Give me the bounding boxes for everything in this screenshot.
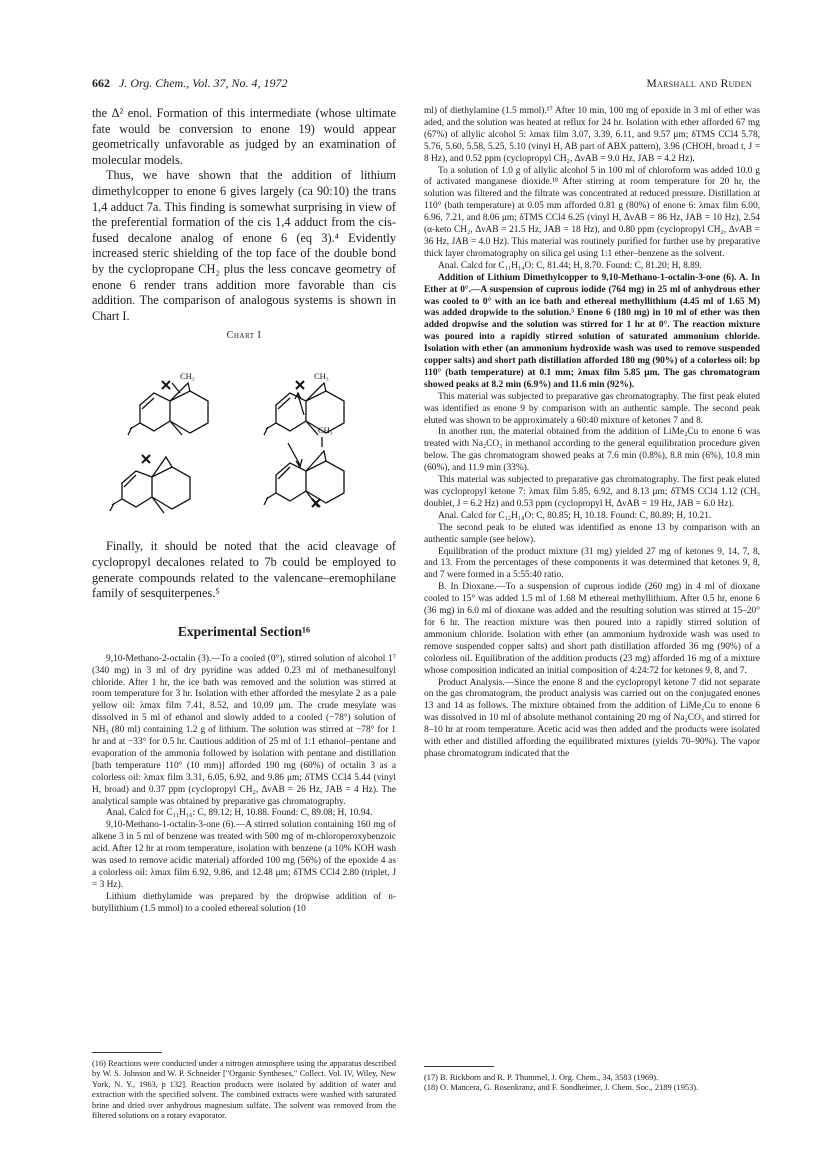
paragraph: B. In Dioxane.—To a suspension of cuprous iodide (260 mg) in 4 ml of dioxane cooled to 15° was added 1.5 ml of 1.68 M ethereal methyllithium. After 0.5 hr, enone 6 (36 mg) in 6.0 ml of dioxane was added and the resulting solution was stirred at 15–20° for 6 hr. The reaction mixture was then poured into a rapidly stirred solution of ammonium chloride. Isolation with ether (an ammonium hydroxide wash was used to remove suspended copper salts) and short path distillation afforded 36 mg (90%) of a colorless oil. Equilibration of the addition products (23 mg) afforded 16 mg of a mixture whose composition indicated an initial composition of 4:24:72 for ketones 9, 8, and 7.	[424, 582, 760, 676]
paragraph: Product Analysis.—Since the enone 8 and the cyclopropyl ketone 7 did not separate on the gas chromatogram, the product analysis was carried out on the conjugated enones 13 and 14 as follows. The mixture obtained from the addition of LiMe₂Cu to enone 6 was dissolved in 10 ml of absolute methanol containing 20 mg of Na₂CO₃ and stirred for 8–10 hr at room temperature. Acetic acid was then added and the products were isolated with ether and distilled affording the equilibrated mixtures (yields 70–90%). The vapor phase chromatogram indicated that the	[424, 677, 760, 759]
page-number: 662	[92, 76, 110, 90]
ch3-label: CH₃	[314, 371, 329, 382]
header-left	[92, 76, 294, 91]
footnote-rule	[92, 1052, 162, 1053]
molecule-bottom-left	[110, 455, 190, 513]
paragraph: Finally, it should be noted that the acid cleavage of cyclopropyl decalones related to 7b could be employed to generate compounds related to the valencane–eremophilane family of sesquiterpenes.⁵	[92, 539, 396, 601]
paragraph: Lithium diethylamide was prepared by the dropwise addition of n-butyllithium (1.5 mmol) to a cooled ethereal solution (10	[92, 891, 396, 914]
footnote: (16) Reactions were conducted under a nitrogen atmosphere using the apparatus described by W. S. Johnson and W. P. Schneider ["Organic Syntheses," Collect. Vol. IV, Wiley, New York, N. Y., 1963, p 132]. Reaction products were isolated by addition of water and extraction with the specified solvent. The combined extracts were washed with saturated brine and dried over anhydrous magnesium sulfate. The solvent was removed from the filtered solutions on a rotary evaporator.	[92, 1059, 396, 1121]
paragraph: Addition of Lithium Dimethylcopper to 9,10-Methano-1-octalin-3-one (6). A. In Ether at 0°.—A suspension of cuprous iodide (764 mg) in 25 ml of anhydrous ether was cooled to 0° with an ice bath and ethereal methyllithium (4.45 ml of 1.65 M) was added dropwide to the solution.⁵ Enone 6 (180 mg) in 10 ml of ether was then added dropwise and the solution was stirred for 1 hr at 0°. The reaction mixture was poured into a rapidly stirred solution of saturated ammonium chloride. Isolation with ether (an ammonium hydroxide wash was used to remove suspended copper salts) and short path distillation afforded 180 mg (90%) of a colorless oil: bp 110° (bath temperature) at 0.1 mm; λmax film 5.85 μm. The gas chromatogram showed peaks at 8.2 min (6.9%) and 11.6 min (92%).	[424, 272, 760, 390]
structures-figure	[92, 343, 396, 533]
journal-citation: J. Org. Chem., Vol. 37, No. 4, 1972	[119, 76, 288, 90]
paragraph: Equilibration of the product mixture (31 mg) yielded 27 mg of ketones 9, 14, 7, 8, and 13. From the percentages of these components it was determined that ketones 9, 8, and 7 were formed in a 5:55:40 ratio.	[424, 546, 760, 581]
footnotes-right	[424, 1066, 760, 1094]
paragraph: This material was subjected to preparative gas chromatography. The first peak eluted was cyclopropyl ketone 7: λmax film 5.85, 6.92, and 8.13 μm; δTMS CCl4 1.12 (CH₃ doublet, J = 6.2 Hz) and 0.53 ppm (cyclopropyl H, ΔνAB = 19 Hz, JAB = 6.0 Hz).	[424, 475, 760, 509]
paragraph: To a solution of 1.0 g of allylic alcohol 5 in 100 ml of chloroform was added 10.0 g of activated manganese dioxide.¹⁸ After stirring at room temperature for 20 hr, the solution was filtered and the filtrate was concentrated at reduced pressure. Distillation at 110° (bath temperature) at 0.05 mm afforded 0.81 g (80%) of enone 6: λmax film 6.00, 6.96, 7.21, and 8.06 μm; δTMS CCl4 6.25 (vinyl H, ΔνAB = 86 Hz, JAB = 10 Hz), 2.54 (α-keto CH₂, ΔνAB = 21.5 Hz, JAB = 18 Hz), and 0.80 ppm (cyclopropyl CH₂, ΔνAB = 36 Hz, JAB = 4.0 Hz). This material was routinely purified for further use by preparative thick layer chromatography on silica gel using 1:1 ether–benzene as the solvent.	[424, 165, 760, 259]
paragraph: Anal. Calcd for C₁₁H₁₄O: C, 81.44; H, 8.70. Found: C, 81.20; H, 8.89.	[438, 260, 702, 271]
chart-title: Chart I	[226, 330, 262, 342]
section-heading: Experimental Section¹⁶	[177, 623, 311, 639]
right-column	[424, 106, 760, 761]
paragraph: Thus, we have shown that the addition of lithium dimethylcopper to enone 6 gives largely (ca 90:10) the trans 1,4 adduct 7a. This finding is somewhat surprising in view of the preferential formation of the cis 1,4 adduct from the cis-fused decalone analog of enone 6 (eq 3).⁴ Evidently increased steric shielding of the top face of the double bond by the cyclopropane CH₂ plus the less concave geometry of enone 6 render trans addition more favorable than cis addition. The comparison of analogous systems is shown in Chart I.	[92, 168, 396, 323]
paragraph: ml) of diethylamine (1.5 mmol).¹⁷ After 10 min, 100 mg of epoxide in 3 ml of ether was aded, and the solution was heated at reflux for 24 hr. Isolation with ether afforded 67 mg (67%) of allylic alcohol 5: λmax film 3.07, 3.39, 6.11, and 9.57 μm; δTMS CCl4 5.78, 5.76, 5.60, 5.58, 5.25, 5.10 (vinyl H, AB part of ABX pattern), 3.96 (CHOH, broad t, J = 8 Hz), and 0.52 ppm (cyclopropyl CH₂, ΔνAB = 9.0 Hz, JAB = 4.2 Hz).	[424, 106, 760, 164]
left-column	[92, 106, 396, 916]
molecule-top-left	[128, 371, 208, 435]
paragraph: This material was subjected to preparative gas chromatography. The first peak eluted was identified as enone 9 by comparison with an authentic sample. The second peak eluted was shown to be approximately a 60:40 mixture of ketones 7 and 8.	[424, 391, 760, 426]
author-names: Marshall and Ruden	[646, 78, 752, 90]
chart-i	[92, 330, 396, 535]
paragraph: 9,10-Methano-2-octalin (3).—To a cooled (0°), stirred solution of alcohol 1⁷ (340 mg) in 3 ml of dry pyridine was added 0.23 ml of methanesulfonyl chloride. After 1 hr, the ice bath was removed and the solution was stirred at room temperature for 3 hr. Isolation with ether afforded the mesylate 2 as a pale yellow oil: λmax film 7.41, 8.52, and 10.09 μm. The crude mesylate was dissolved in 5 ml of ethanol and slowly added to a cooled (−78°) solution of NH₃ (80 ml) containing 1.2 g of lithium. The solution was stirred at −78° for 1 hr and at −33° for 0.5 hr. Cautious addition of 25 ml of 1:1 ethanol–pentane and evaporation of the ammonia followed by isolation with pentane and distillation [bath temperature 110° (10 mm)] afforded 190 mg (60%) of octalin 3 as a colorless oil: λmax film 3.31, 6.05, 6.92, and 9.86 μm; δTMS CCl4 5.44 (vinyl H, broad) and 0.37 ppm (cyclopropyl CH₂, ΔνAB = 26 Hz, JAB = 4 Hz). The analytical sample was obtained by preparative gas chromatography.	[92, 653, 396, 807]
footnote-rule	[424, 1066, 494, 1067]
paragraph: Anal. Calcd for C₁₁H₁₆: C, 89.12; H, 10.88. Found: C, 89.08; H, 10.94.	[106, 808, 373, 819]
paragraph: Anal. Calcd for C₁₂H₁₈O: C, 80.85; H, 10.18. Found: C, 80.89; H, 10.21.	[438, 510, 712, 521]
paragraph: the Δ² enol. Formation of this intermediate (whose ultimate fate would be conversion to enone 19) would appear geometrically unfavorable as judged by an examination of molecular models.	[92, 106, 396, 167]
ch3-label: CH₃	[180, 371, 195, 382]
footnotes-left	[92, 1052, 396, 1121]
ch3-label: CH₃	[318, 425, 333, 436]
molecule-bottom-right	[264, 425, 344, 507]
paragraph: The second peak to be eluted was identified as enone 13 by comparison with an authentic sample (see below).	[424, 522, 760, 545]
footnote: (18) O. Mancera, G. Rosenkranz, and F. Sondheimer, J. Chem. Soc., 2189 (1953).	[424, 1083, 699, 1093]
footnote: (17) B. Rickborn and R. P. Thummel, J. Org. Chem., 34, 3583 (1969).	[424, 1073, 659, 1082]
running-header	[92, 76, 752, 94]
paragraph: 9,10-Methano-1-octalin-3-one (6).—A stirred solution containing 160 mg of alkene 3 in 5 ml of benzene was treated with 500 mg of m-chloroperoxybenzoic acid. After 12 hr at room temperature, isolation with benzene (a 10% KOH wash was used to remove acidic material) afforded 100 mg (56%) of the epoxide 4 as a colorless oil: λmax film 6.92, 9.86, and 12.48 μm; δTMS CCl4 2.80 (triplet, J = 3 Hz).	[92, 820, 396, 890]
paragraph: In another run, the material obtained from the addition of LiMe₂Cu to enone 6 was treated with Na₂CO₃ in methanol according to the general equilibration procedure given below. The gas chromatogram showed peaks at 7.6 min (0.8%), 8.8 min (6%), 10.8 min (60%), and 11.9 min (33%).	[424, 427, 760, 474]
